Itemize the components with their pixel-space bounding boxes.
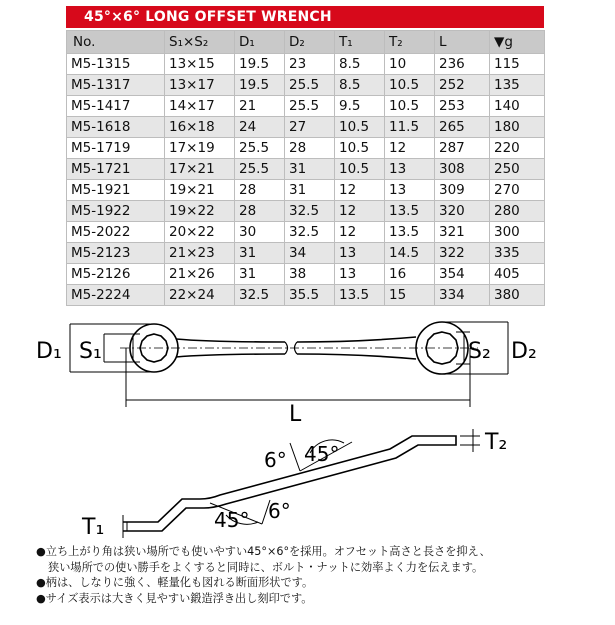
product-title-banner (66, 6, 544, 28)
table-row (67, 54, 545, 75)
spec-cell: 31 (285, 159, 335, 180)
model-number-cell: M5-1921 (67, 180, 165, 201)
spec-cell: 27 (285, 117, 335, 138)
model-number-cell: M5-2022 (67, 222, 165, 243)
spec-cell: 10.5 (335, 138, 385, 159)
spec-cell: 35.5 (285, 285, 335, 306)
spec-cell: 8.5 (335, 75, 385, 96)
spec-cell: 20×22 (165, 222, 235, 243)
spec-cell: 28 (235, 180, 285, 201)
spec-cell: 10 (385, 54, 435, 75)
angle-45-top: 45° (304, 442, 340, 466)
spec-cell: 309 (435, 180, 490, 201)
spec-cell: 253 (435, 96, 490, 117)
model-number-cell: M5-1719 (67, 138, 165, 159)
spec-cell: 10.5 (385, 75, 435, 96)
column-header: S₁×S₂ (165, 31, 235, 54)
spec-cell: 12 (335, 222, 385, 243)
spec-cell: 380 (490, 285, 545, 306)
table-header-row (67, 31, 545, 54)
spec-cell: 12 (335, 201, 385, 222)
l-label: L (289, 402, 302, 427)
spec-cell: 13 (335, 264, 385, 285)
note-line: ●サイズ表示は大きく見やすい鍛造浮き出し刻印です。 (36, 591, 313, 605)
spec-cell: 300 (490, 222, 545, 243)
spec-cell: 32.5 (285, 201, 335, 222)
table-row (67, 264, 545, 285)
spec-cell: 38 (285, 264, 335, 285)
spec-cell: 19.5 (235, 75, 285, 96)
t2-label: T₂ (485, 430, 508, 455)
spec-cell: 19×21 (165, 180, 235, 201)
spec-cell: 180 (490, 117, 545, 138)
spec-cell: 19×22 (165, 201, 235, 222)
spec-cell: 28 (285, 138, 335, 159)
spec-cell: 16 (385, 264, 435, 285)
spec-cell: 22×24 (165, 285, 235, 306)
spec-cell: 32.5 (235, 285, 285, 306)
spec-cell: 334 (435, 285, 490, 306)
spec-cell: 13×17 (165, 75, 235, 96)
table-row (67, 243, 545, 264)
feature-notes (36, 544, 606, 606)
spec-cell: 250 (490, 159, 545, 180)
spec-cell: 10.5 (335, 159, 385, 180)
note-line: ●柄は、しなりに強く、軽量化も図れる断面形状です。 (36, 576, 314, 589)
spec-cell: 322 (435, 243, 490, 264)
table-row (67, 75, 545, 96)
model-number-cell: M5-1922 (67, 201, 165, 222)
spec-cell: 252 (435, 75, 490, 96)
spec-cell: 135 (490, 75, 545, 96)
spec-cell: 21 (235, 96, 285, 117)
spec-cell: 31 (235, 243, 285, 264)
s2-label: S₂ (468, 339, 491, 364)
model-number-cell: M5-2224 (67, 285, 165, 306)
table-row (67, 285, 545, 306)
spec-cell: 265 (435, 117, 490, 138)
spec-cell: 8.5 (335, 54, 385, 75)
spec-cell: 12 (335, 180, 385, 201)
column-header: No. (67, 31, 165, 54)
table-row (67, 96, 545, 117)
spec-cell: 21×26 (165, 264, 235, 285)
spec-cell: 335 (490, 243, 545, 264)
spec-cell: 16×18 (165, 117, 235, 138)
spec-cell: 25.5 (235, 159, 285, 180)
model-number-cell: M5-1315 (67, 54, 165, 75)
spec-cell: 14×17 (165, 96, 235, 117)
spec-cell: 10.5 (385, 96, 435, 117)
spec-cell: 270 (490, 180, 545, 201)
spec-cell: 405 (490, 264, 545, 285)
wrench-dimension-diagram (0, 315, 615, 545)
spec-cell: 25.5 (285, 96, 335, 117)
spec-cell: 140 (490, 96, 545, 117)
note-line: ●立ち上がり角は狭い場所でも使いやすい45°×6°を採用。オフセット高さと長さを抑え、 (36, 545, 491, 558)
spec-cell: 13.5 (335, 285, 385, 306)
angle-45-bottom: 45° (214, 508, 250, 532)
spec-cell: 30 (235, 222, 285, 243)
model-number-cell: M5-2123 (67, 243, 165, 264)
spec-cell: 21×23 (165, 243, 235, 264)
spec-cell: 24 (235, 117, 285, 138)
table-row (67, 138, 545, 159)
spec-cell: 34 (285, 243, 335, 264)
s1-label: S₁ (79, 339, 102, 364)
table-row (67, 117, 545, 138)
table-row (67, 159, 545, 180)
spec-cell: 17×21 (165, 159, 235, 180)
spec-cell: 14.5 (385, 243, 435, 264)
spec-cell: 280 (490, 201, 545, 222)
spec-cell: 287 (435, 138, 490, 159)
spec-cell: 220 (490, 138, 545, 159)
spec-cell: 12 (385, 138, 435, 159)
column-header: D₁ (235, 31, 285, 54)
angle-6-bottom: 6° (268, 499, 291, 523)
spec-cell: 13×15 (165, 54, 235, 75)
product-title: 45°×6° LONG OFFSET WRENCH (84, 9, 332, 25)
spec-cell: 19.5 (235, 54, 285, 75)
spec-cell: 15 (385, 285, 435, 306)
column-header: L (435, 31, 490, 54)
spec-cell: 13 (385, 159, 435, 180)
table-body (67, 54, 545, 306)
spec-cell: 9.5 (335, 96, 385, 117)
spec-cell: 320 (435, 201, 490, 222)
model-number-cell: M5-1417 (67, 96, 165, 117)
model-number-cell: M5-2126 (67, 264, 165, 285)
column-header: T₁ (335, 31, 385, 54)
spec-cell: 28 (235, 201, 285, 222)
model-number-cell: M5-1317 (67, 75, 165, 96)
note-line: 狭い場所での使い勝手をよくすると同時に、ボルト・ナットに効率よく力を伝えます。 (48, 560, 484, 574)
t1-label: T₁ (82, 515, 105, 540)
spec-cell: 25.5 (235, 138, 285, 159)
d2-label: D₂ (511, 339, 537, 364)
column-header: ▼g (490, 31, 545, 54)
spec-cell: 321 (435, 222, 490, 243)
spec-cell: 13 (335, 243, 385, 264)
table-row (67, 222, 545, 243)
spec-cell: 13.5 (385, 222, 435, 243)
spec-cell: 13 (385, 180, 435, 201)
spec-cell: 31 (235, 264, 285, 285)
table-row (67, 180, 545, 201)
table-row (67, 201, 545, 222)
spec-cell: 10.5 (335, 117, 385, 138)
spec-cell: 115 (490, 54, 545, 75)
spec-cell: 236 (435, 54, 490, 75)
model-number-cell: M5-1618 (67, 117, 165, 138)
spec-cell: 11.5 (385, 117, 435, 138)
spec-cell: 308 (435, 159, 490, 180)
spec-cell: 13.5 (385, 201, 435, 222)
d1-label: D₁ (36, 339, 62, 364)
column-header: D₂ (285, 31, 335, 54)
spec-cell: 25.5 (285, 75, 335, 96)
column-header: T₂ (385, 31, 435, 54)
model-number-cell: M5-1721 (67, 159, 165, 180)
spec-cell: 354 (435, 264, 490, 285)
spec-cell: 17×19 (165, 138, 235, 159)
spec-cell: 32.5 (285, 222, 335, 243)
spec-cell: 31 (285, 180, 335, 201)
spec-cell: 23 (285, 54, 335, 75)
spec-table (66, 30, 545, 306)
angle-6-top: 6° (264, 448, 287, 472)
